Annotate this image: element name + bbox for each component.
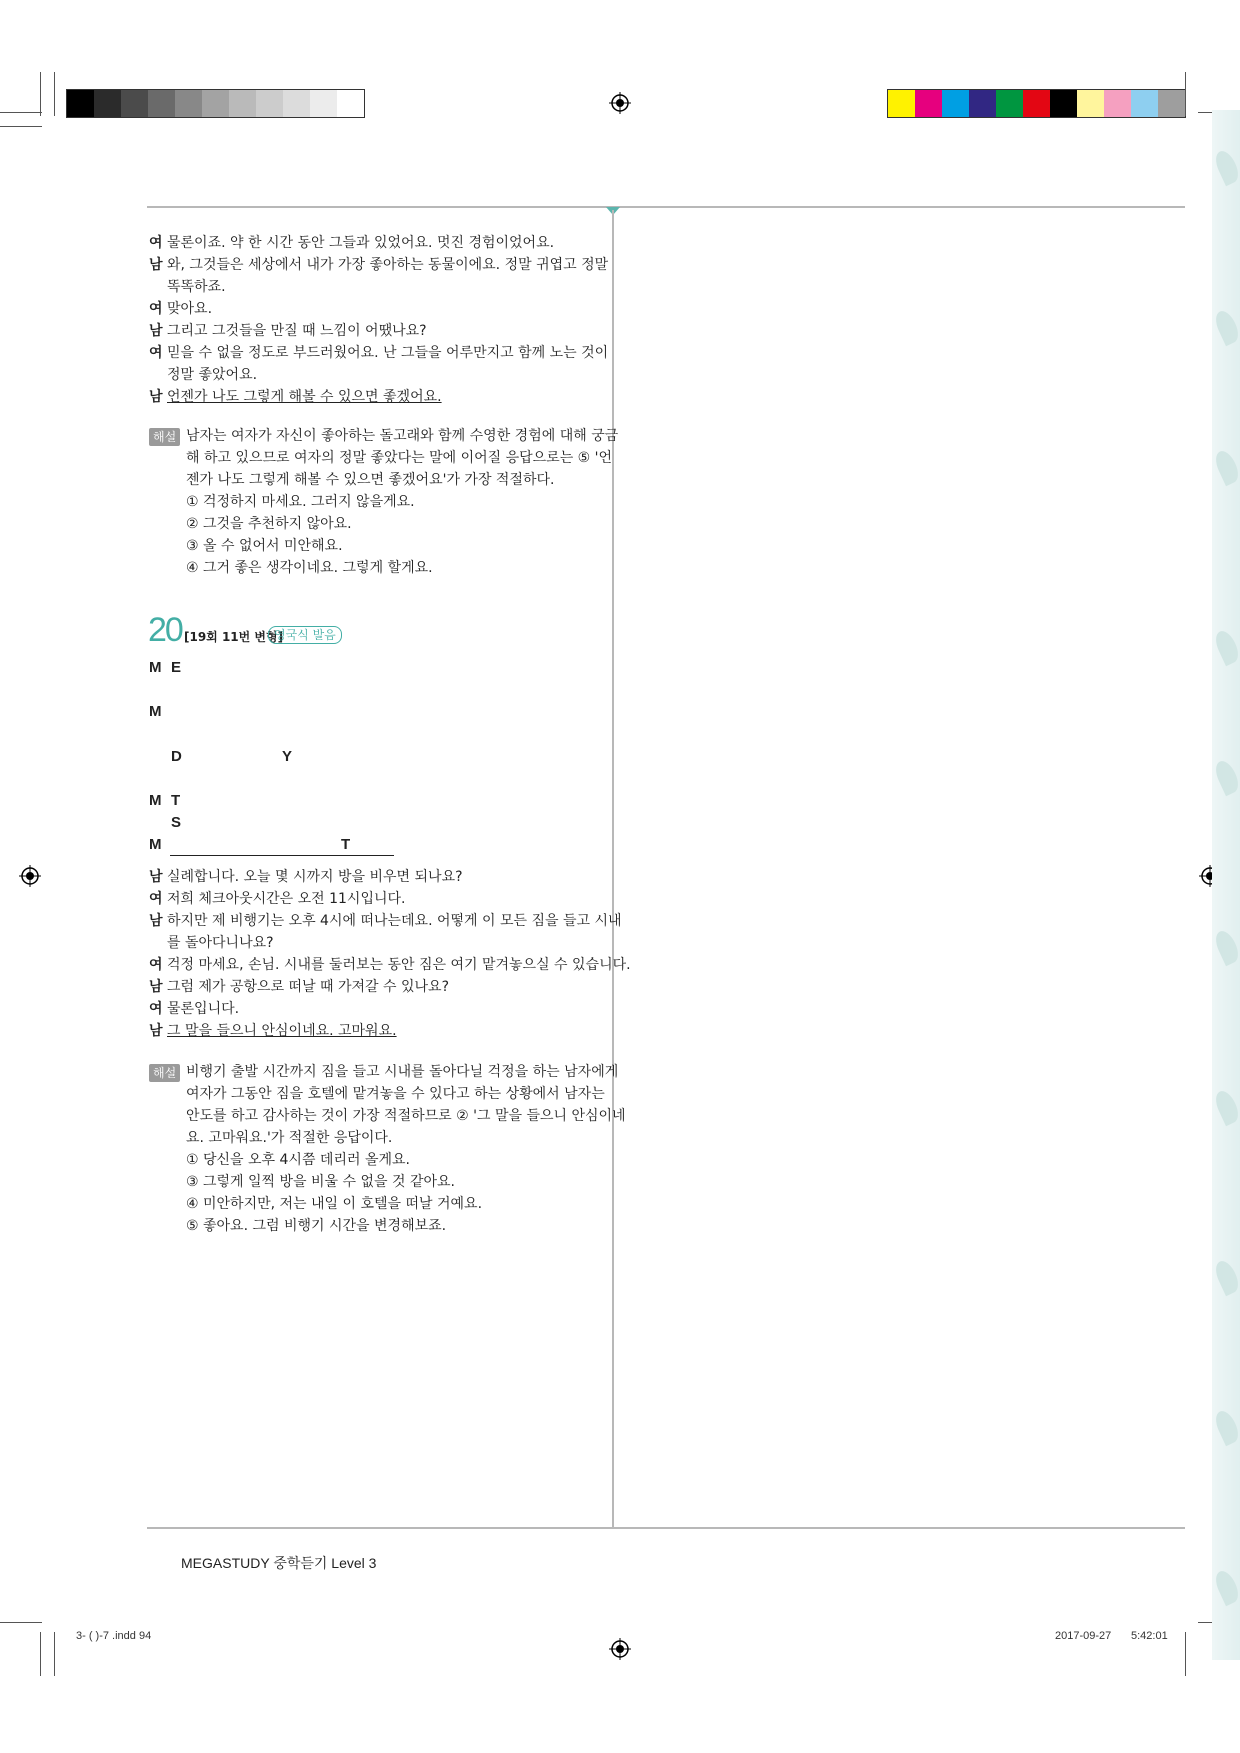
explanation-badge: 해설 [149, 1064, 180, 1082]
speaker-label: 남 [149, 913, 163, 929]
speaker-label: 남 [149, 979, 163, 995]
color-swatch [1077, 90, 1104, 117]
dialogue-text: 를 돌아다니나요? [167, 935, 274, 951]
dialogue-line [149, 342, 609, 364]
dialogue-line [149, 298, 599, 320]
color-swatch [996, 90, 1023, 117]
color-swatch [1104, 90, 1131, 117]
side-decoration [1212, 110, 1240, 1660]
color-bar [887, 89, 1186, 118]
script-letter: D [171, 748, 182, 765]
color-swatch [969, 90, 996, 117]
color-swatch [121, 90, 148, 117]
dialogue-text: 물론이죠. 약 한 시간 동안 그들과 있었어요. 멋진 경험이었어요. [167, 235, 555, 251]
script-letter: M [149, 792, 162, 809]
explanation-line: 비행기 출발 시간까지 짐을 들고 시내를 돌아다닐 걱정을 하는 남자에게 [186, 1064, 619, 1080]
speaker-label: 남 [149, 869, 163, 885]
speaker-label: 여 [149, 891, 163, 907]
answer-underline [170, 855, 394, 856]
option-translation: ④ 미안하지만, 저는 내일 이 호텔을 떠날 거예요. [186, 1196, 483, 1212]
dialogue-text: 똑똑하죠. [167, 279, 226, 295]
dialogue-text: 믿을 수 없을 정도로 부드러웠어요. 난 그들을 어루만지고 함께 노는 것이 [167, 345, 609, 361]
explanation-line: 안도를 하고 감사하는 것이 가장 적절하므로 ② '그 말을 들으니 안심이네 [186, 1108, 626, 1124]
color-swatch [148, 90, 175, 117]
leaf-icon [1212, 1568, 1240, 1606]
leaf-icon [1212, 628, 1240, 666]
option-translation: ② 그것을 추천하지 않아요. [186, 516, 352, 532]
dialogue-line [149, 866, 599, 888]
dialogue-line [149, 998, 599, 1020]
color-swatch [1023, 90, 1050, 117]
dialogue-text: 걱정 마세요, 손님. 시내를 둘러보는 동안 짐은 여기 맡겨놓으실 수 있습니다. [167, 957, 631, 973]
color-swatch [942, 90, 969, 117]
explanation-line: 해 하고 있으므로 여자의 정말 좋았다는 말에 이어질 응답으로는 ⑤ '언 [186, 450, 613, 466]
script-letter: T [171, 792, 181, 809]
dialogue-line [149, 954, 631, 976]
leaf-icon [1212, 148, 1240, 186]
crop-mark [54, 72, 55, 116]
color-swatch [202, 90, 229, 117]
slug-date: 2017-09-27 [1055, 1630, 1112, 1642]
dialogue-line [149, 364, 617, 386]
dialogue-text: 맞아요. [167, 301, 213, 317]
option-translation: ③ 그렇게 일찍 방을 비울 수 없을 것 같아요. [186, 1174, 455, 1190]
speaker-label: 남 [149, 323, 163, 339]
speaker-label: 남 [149, 257, 163, 273]
dialogue-line [149, 976, 599, 998]
color-swatch [915, 90, 942, 117]
speaker-label: 여 [149, 235, 163, 251]
explanation-line: 젠가 나도 그렇게 해볼 수 있으면 좋겠어요'가 가장 적절하다. [186, 472, 555, 488]
crop-mark [1185, 1632, 1186, 1676]
dialogue-line [149, 386, 599, 408]
grayscale-bar [66, 89, 365, 118]
leaf-icon [1212, 758, 1240, 796]
crop-mark [1185, 72, 1186, 116]
bottom-rule [147, 1527, 1185, 1529]
speaker-label: 남 [149, 1023, 163, 1039]
registration-mark-icon [609, 92, 631, 114]
color-swatch [888, 90, 915, 117]
explanation-line: 남자는 여자가 자신이 좋아하는 돌고래와 함께 수영한 경험에 대해 궁금 [186, 428, 619, 444]
option-translation: ④ 그거 좋은 생각이네요. 그렇게 할게요. [186, 560, 433, 576]
question-source: [19회 11번 변형] [184, 630, 284, 644]
crop-mark [54, 1632, 55, 1676]
leaf-icon [1212, 308, 1240, 346]
leaf-icon [1212, 928, 1240, 966]
slug-time: 5:42:01 [1131, 1630, 1168, 1642]
speaker-label: 여 [149, 301, 163, 317]
leaf-icon [1212, 1088, 1240, 1126]
dialogue-text: 와, 그것들은 세상에서 내가 가장 좋아하는 동물이에요. 정말 귀엽고 정말 [167, 257, 609, 273]
option-translation: ⑤ 좋아요. 그럼 비행기 시간을 변경해보죠. [186, 1218, 447, 1234]
explanation-badge: 해설 [149, 428, 180, 446]
crop-mark [40, 1632, 41, 1676]
crop-mark [0, 112, 42, 113]
color-swatch [256, 90, 283, 117]
color-swatch [67, 90, 94, 117]
color-swatch [310, 90, 337, 117]
dialogue-text: 물론입니다. [167, 1001, 240, 1017]
dialogue-text: 언젠가 나도 그렇게 해볼 수 있으면 좋겠어요. [167, 389, 442, 405]
color-swatch [94, 90, 121, 117]
dialogue-text: 그 말을 들으니 안심이네요. 고마워요. [167, 1023, 397, 1039]
leaf-icon [1212, 1258, 1240, 1296]
dialogue-line [149, 888, 599, 910]
option-translation: ① 당신을 오후 4시쯤 데리러 올게요. [186, 1152, 410, 1168]
speaker-label: 여 [149, 957, 163, 973]
column-divider [612, 210, 614, 1528]
question-number: 20 [148, 611, 182, 649]
script-letter: M [149, 659, 162, 676]
color-swatch [1158, 90, 1185, 117]
explanation-line: 여자가 그동안 짐을 호텔에 맡겨놓을 수 있다고 하는 상황에서 남자는 [186, 1086, 605, 1102]
color-swatch [337, 90, 364, 117]
dialogue-text: 실례합니다. 오늘 몇 시까지 방을 비우면 되나요? [167, 869, 463, 885]
crop-mark [0, 1622, 42, 1623]
dialogue-text: 정말 좋았어요. [167, 367, 258, 383]
dialogue-line [149, 232, 599, 254]
speaker-label: 여 [149, 1001, 163, 1017]
top-rule [147, 206, 1185, 208]
script-letter: M [149, 836, 162, 853]
option-translation: ① 걱정하지 마세요. 그러지 않을게요. [186, 494, 415, 510]
script-letter: S [171, 814, 182, 831]
crop-mark [0, 126, 42, 127]
slug-file: 3- ( )-7 .indd 94 [76, 1630, 152, 1642]
dialogue-line [149, 932, 617, 954]
speaker-label: 여 [149, 345, 163, 361]
script-letter: T [341, 836, 351, 853]
dialogue-text: 하지만 제 비행기는 오후 4시에 떠나는데요. 어떻게 이 모든 짐을 들고 시내 [167, 913, 622, 929]
speaker-label: 남 [149, 389, 163, 405]
script-letter: M [149, 703, 162, 720]
color-swatch [283, 90, 310, 117]
leaf-icon [1212, 448, 1240, 486]
script-letter: E [171, 659, 182, 676]
color-swatch [1050, 90, 1077, 117]
dialogue-text: 그럼 제가 공항으로 떠날 때 가져갈 수 있나요? [167, 979, 450, 995]
color-swatch [1131, 90, 1158, 117]
registration-mark-icon [609, 1638, 631, 1660]
page-footer: MEGASTUDY 중학듣기 Level 3 [181, 1555, 377, 1571]
explanation-line: 요. 고마워요.'가 적절한 응답이다. [186, 1130, 393, 1146]
script-letter: Y [282, 748, 293, 765]
leaf-icon [1212, 1408, 1240, 1446]
dialogue-text: 저희 체크아웃시간은 오전 11시입니다. [167, 891, 406, 907]
question-tag: 영국식 발음 [268, 626, 342, 644]
color-swatch [175, 90, 202, 117]
crop-mark [40, 72, 41, 116]
option-translation: ③ 올 수 없어서 미안해요. [186, 538, 343, 554]
dialogue-text: 그리고 그것들을 만질 때 느낌이 어땠나요? [167, 323, 427, 339]
dialogue-line [149, 1020, 599, 1042]
dialogue-line [149, 910, 622, 932]
dialogue-line [149, 254, 609, 276]
dialogue-line [149, 320, 599, 342]
registration-mark-icon [19, 865, 41, 887]
dialogue-line [149, 276, 617, 298]
color-swatch [229, 90, 256, 117]
